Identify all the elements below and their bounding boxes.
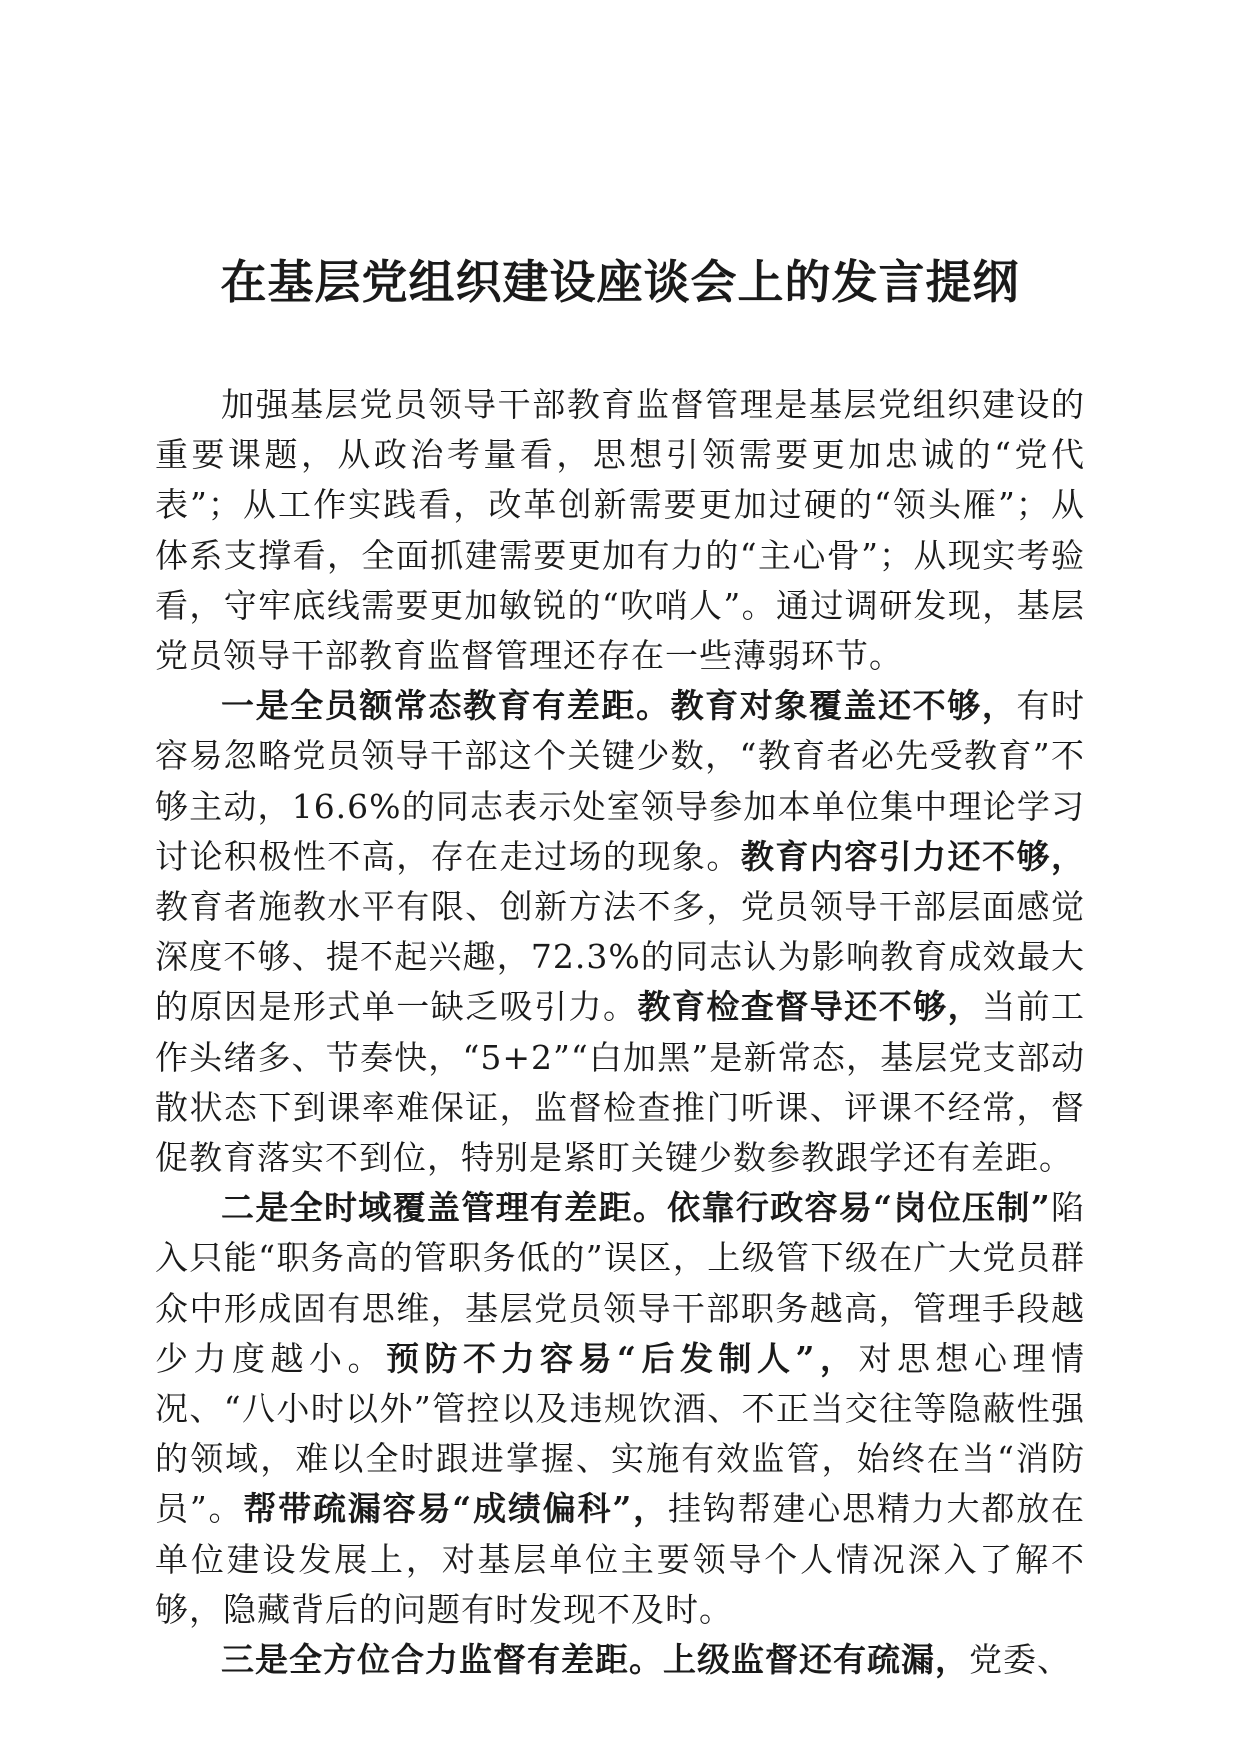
subpoint-heading: 帮带疏漏容易“成绩偏科”， bbox=[243, 1489, 668, 1529]
paragraph-text: 挂钩帮建心思精力大都放在单位建设发展上，对基层单位主要领导个人情况深入了解不够，隐藏背后的问题有时发现不及时。 bbox=[155, 1489, 1086, 1629]
point-three-heading: 三是全方位合力监督有差距。上级监督还有疏漏， bbox=[221, 1640, 969, 1680]
paragraph-text: 教育者施教水平有限、创新方法不多，党员领导干部层面感觉深度不够、提不起兴趣，72.3%的同志认为影响教育成效最大的原因是形式单一缺乏吸引力。 bbox=[155, 887, 1085, 1027]
paragraph-text: 当前工作头绪多、节奏快，“5+2”“白加黑”是新常态，基层党支部动散状态下到课率难保证，监督检查推门听课、评课不经常，督促教育落实不到位，特别是紧盯关键少数参教跟学还有差距。 bbox=[155, 987, 1086, 1178]
paragraph-text: 党委、 bbox=[969, 1640, 1071, 1680]
paragraph-text: 有时容易忽略党员领导干部这个关键少数，“教育者必先受教育”不够主动，16.6%的同志表示处室领导参加本单位集中理论学习讨论积极性不高，存在走过场的现象。 bbox=[155, 686, 1086, 876]
point-one-heading: 一是全员额常态教育有差距。教育对象覆盖还不够， bbox=[221, 686, 1017, 726]
paragraph-point-two bbox=[155, 1183, 1085, 1635]
document-title: 在基层党组织建设座谈会上的发言提纲 bbox=[220, 255, 1020, 309]
paragraph-point-one bbox=[155, 681, 1085, 1183]
point-two-heading: 二是全时域覆盖管理有差距。依靠行政容易“岗位压制” bbox=[221, 1188, 1051, 1228]
subpoint-heading: 预防不力容易“后发制人”， bbox=[386, 1338, 859, 1378]
document-body bbox=[155, 380, 1085, 1685]
paragraph-point-three bbox=[155, 1635, 1085, 1685]
paragraph-text: 对思想心理情况、“八小时以外”管控以及违规饮酒、不正当交往等隐蔽性强的领域，难以全时跟进掌握、实施有效监管，始终在当“消防员”。 bbox=[155, 1338, 1086, 1529]
paragraph-intro bbox=[155, 380, 1085, 681]
paragraph-text: 加强基层党员领导干部教育监督管理是基层党组织建设的重要课题，从政治考量看，思想引领需要更加忠诚的“党代表”；从工作实践看，改革创新需要更加过硬的“领头雁”；从体系支撑看，全面抓建需要更加有力的“主心骨”；从现实考验看，守牢底线需要更加敏锐的“吹哨人”。通过调研发现，基层党员领导干部教育监督管理还存在一些薄弱环节。 bbox=[155, 385, 1085, 676]
subpoint-heading: 教育检查督导还不够， bbox=[637, 987, 983, 1027]
subpoint-heading: 教育内容引力还不够， bbox=[740, 836, 1086, 876]
paragraph-text: 陷入只能“职务高的管职务低的”误区，上级管下级在广大党员群众中形成固有思维，基层党员领导干部职务越高，管理手段越少力度越小。 bbox=[155, 1188, 1086, 1378]
